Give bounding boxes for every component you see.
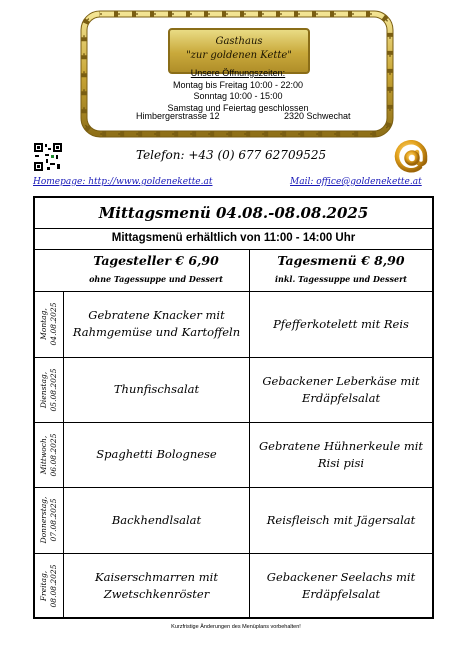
day-date: 04.08.2025: [49, 302, 58, 346]
divider: [35, 249, 432, 250]
dish-tagesteller-monday: Gebratene Knacker mit Rahmgemüse und Kartoffeln: [72, 308, 241, 339]
address-city: 2320 Schwechat: [284, 111, 351, 121]
menu-title: Mittagsmenü 04.08.-08.08.2025: [98, 204, 369, 222]
dish-tagesmenue-tuesday: Gebackener Leberkäse mit Erdäpfelsalat: [262, 373, 420, 405]
plate-line-2: "zur goldenen Kette": [186, 50, 292, 61]
day-label-friday: [35, 553, 63, 619]
dish-tagesteller-friday: Kaiserschmarren mit Zwetschkenröster: [95, 570, 218, 601]
hours-line: Montag bis Freitag 10:00 - 22:00: [172, 79, 304, 90]
opening-hours: [150, 68, 326, 114]
day-date: 05.08.2025: [49, 368, 58, 411]
dish-tagesmenue-friday: Gebackener Seelachs mit Erdäpfelsalat: [266, 570, 416, 601]
mail-link[interactable]: Mail: office@goldenekette.at: [290, 177, 422, 187]
day-label-thursday: [35, 487, 63, 553]
opening-hours-title: Unsere Öffnungszeiten:: [190, 68, 286, 78]
day-name: Mittwoch,: [39, 435, 48, 474]
at-sign-icon[interactable]: [394, 140, 430, 176]
dish-tagesmenue-thursday: Reisfleisch mit Jägersalat: [266, 512, 416, 527]
dish-tagesmenue-monday: Pfefferkotelett mit Reis: [273, 316, 409, 331]
day-date: 06.08.2025: [49, 433, 58, 476]
day-name: Donnerstag,: [39, 496, 48, 544]
dish-tagesteller-tuesday: Thunfischsalat: [113, 382, 200, 396]
phone-number: Telefon: +43 (0) 677 62709525: [136, 148, 327, 162]
dish-tagesteller-wednesday: Spaghetti Bolognese: [96, 447, 217, 461]
column-title: Tagesteller € 6,90: [93, 253, 219, 268]
footer-note: Kurzfristige Änderungen des Menüplans vorbehalten!: [171, 624, 301, 630]
plate-line-1: Gasthaus: [215, 36, 263, 47]
column-title: Tagesmenü € 8,90: [277, 253, 405, 268]
column-subtitle: inkl. Tagessuppe und Dessert: [275, 274, 407, 284]
column-subtitle: ohne Tagessuppe und Dessert: [89, 274, 223, 284]
dish-tagesmenue-wednesday: Gebratene Hühnerkeule mit Risi pisi: [258, 438, 424, 470]
day-label-tuesday: [35, 357, 63, 422]
hours-line: Sonntag 10:00 - 15:00: [193, 91, 283, 101]
hours-line: Samstag und Feiertag geschlossen: [167, 102, 309, 113]
day-name: Montag,: [39, 308, 48, 340]
day-label-wednesday: [35, 422, 63, 487]
address-street: Himbergerstrasse 12: [136, 111, 220, 121]
menu-table: [33, 196, 434, 619]
column-header-tagesteller: [63, 253, 249, 284]
day-date: 07.08.2025: [49, 498, 58, 542]
divider: [35, 228, 432, 229]
day-name: Freitag,: [39, 570, 48, 602]
day-date: 08.08.2025: [49, 564, 58, 608]
day-label-monday: [35, 291, 63, 357]
dish-tagesteller-thursday: Backhendlsalat: [111, 512, 202, 527]
day-name: Dienstag,: [39, 371, 48, 408]
homepage-link[interactable]: Homepage: http://www.goldenekette.at: [33, 177, 213, 187]
menu-availability: Mittagsmenü erhältlich von 11:00 - 14:00 Uhr: [111, 232, 356, 244]
column-header-tagesmenue: [250, 253, 432, 284]
qr-code-icon: [33, 142, 63, 172]
